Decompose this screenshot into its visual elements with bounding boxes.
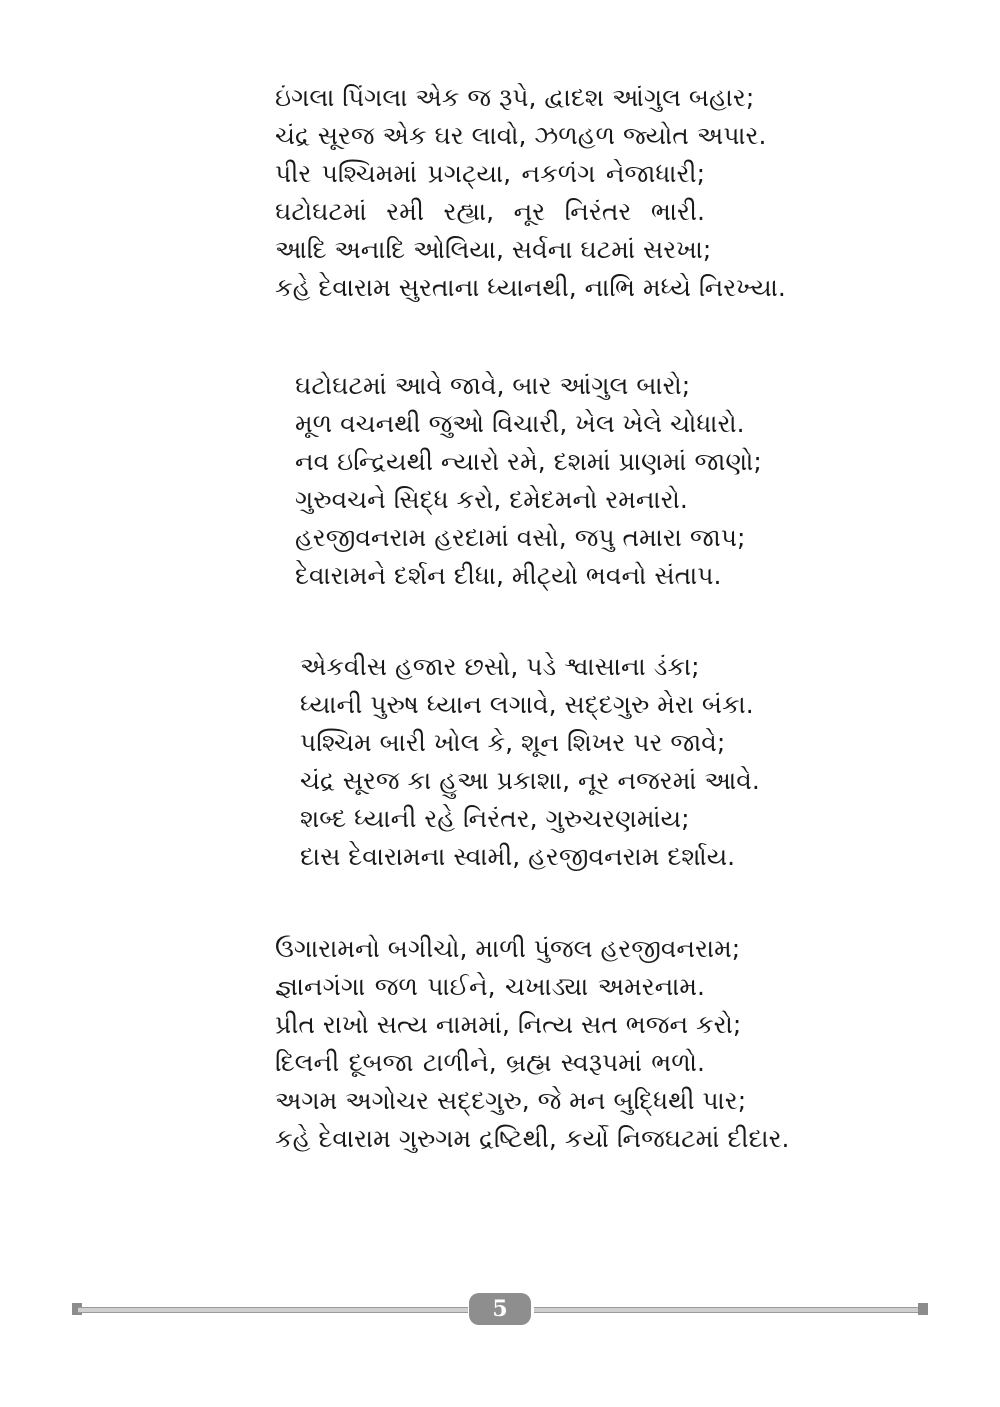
footer-rule-right <box>534 1307 920 1313</box>
verse-line: મૂળ વચનથી જુઓ વિચારી, ખેલ ખેલે ચોધારો. <box>295 409 745 438</box>
page-number: 5 <box>469 1293 531 1325</box>
verse-line: ગુરુવચને સિદ્ધ કરો, દમેદમનો રમનારો. <box>295 485 688 514</box>
verse-line: પશ્ચિમ બારી ખોલ કે, શૂન શિખર પર જાવે; <box>300 728 726 757</box>
verse-line: હરજીવનરામ હરદામાં વસો, જપુ તમારા જાપ; <box>295 523 746 552</box>
verse-line: પીર પશ્ચિમમાં પ્રગટ્યા, નકળંગ નેજાધારી; <box>275 159 705 188</box>
verse-line: ધ્યાની પુરુષ ધ્યાન લગાવે, સદ્દગુરુ મેરા બંકા. <box>300 690 754 719</box>
verse-line: ઘટોઘટમાં રમી રહ્યા, નૂર નિરંતર ભારી. <box>275 197 705 226</box>
verse-line: ચંદ્ર સૂરજ એક ઘર લાવો, ઝળહળ જ્યોત અપાર. <box>275 121 767 150</box>
verse-line: શબ્દ ધ્યાની રહે નિરંતર, ગુરુચરણમાંય; <box>300 804 690 833</box>
footer-rule-left <box>78 1307 468 1313</box>
verse-line: જ્ઞાનગંગા જળ પાઈને, ચખાડ્યા અમરનામ. <box>275 972 705 1001</box>
verse-line: ચંદ્ર સૂરજ કા હુઆ પ્રકાશા, નૂર નજરમાં આવે. <box>300 766 760 795</box>
verse-line: એકવીસ હજાર છસો, પડે શ્વાસાના ડંકા; <box>300 652 700 681</box>
page-footer <box>0 1290 1000 1330</box>
verse-line: અગમ અગોચર સદ્દગુરુ, જે મન બુદ્ધિથી પાર; <box>275 1086 747 1115</box>
verse-line: નવ ઇન્દ્રિયથી ન્યારો રમે, દશમાં પ્રાણમાં જાણો; <box>295 447 762 476</box>
verse-line: પ્રીત રાખો સત્ય નામમાં, નિત્ય સત ભજન કરો; <box>275 1010 742 1039</box>
verse-line: દિલની દૂબજા ટાળીને, બ્રહ્મ સ્વરૂપમાં ભળો. <box>275 1048 705 1077</box>
verse-line: ઇંગલા પિંગલા એક જ રૂપે, દ્વાદશ આંગુલ બહાર; <box>275 83 755 112</box>
verse-line: કહે દેવારામ ગુરુગમ દ્રષ્ટિથી, કર્યો નિજઘટમાં દીદાર. <box>275 1124 790 1153</box>
verse-line: ઘટોઘટમાં આવે જાવે, બાર આંગુલ બારો; <box>295 371 691 400</box>
verse-line: દાસ દેવારામના સ્વામી, હરજીવનરામ દર્શાય. <box>300 842 736 871</box>
verse-line: કહે દેવારામ સુરતાના ધ્યાનથી, નાભિ મધ્યે નિરખ્યા. <box>275 273 786 302</box>
verse-line: ઉગારામનો બગીચો, માળી પુંજલ હરજીવનરામ; <box>275 934 741 963</box>
verse-line: દેવારામને દર્શન દીધા, મીટ્યો ભવનો સંતાપ. <box>295 561 722 590</box>
verse-line: આદિ અનાદિ ઓલિયા, સર્વના ઘટમાં સરખા; <box>275 235 712 264</box>
footer-endcap-right <box>918 1303 928 1315</box>
